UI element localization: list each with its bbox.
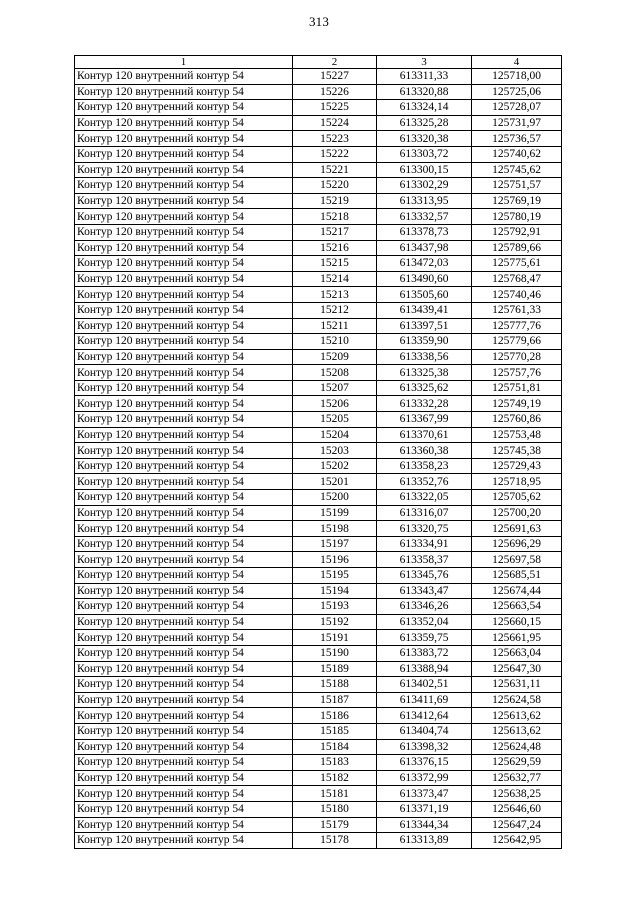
x-coordinate-cell: 613334,91 — [377, 536, 472, 552]
contour-name-cell: Контур 120 внутренний контур 54 — [75, 599, 293, 615]
column-header-3: 3 — [377, 56, 472, 69]
x-coordinate-cell: 613332,57 — [377, 209, 472, 225]
contour-name-cell: Контур 120 внутренний контур 54 — [75, 474, 293, 490]
contour-name-cell: Контур 120 внутренний контур 54 — [75, 770, 293, 786]
contour-name-cell: Контур 120 внутренний контур 54 — [75, 240, 293, 256]
y-coordinate-cell: 125729,43 — [472, 458, 562, 474]
x-coordinate-cell: 613346,26 — [377, 599, 472, 615]
column-header-2: 2 — [293, 56, 377, 69]
x-coordinate-cell: 613359,75 — [377, 630, 472, 646]
table-row — [75, 739, 562, 755]
table-row — [75, 443, 562, 459]
table-row — [75, 209, 562, 225]
y-coordinate-cell: 125745,62 — [472, 162, 562, 178]
contour-name-cell: Контур 120 внутренний контур 54 — [75, 146, 293, 162]
x-coordinate-cell: 613371,19 — [377, 801, 472, 817]
point-number-cell: 15199 — [293, 505, 377, 521]
point-number-cell: 15223 — [293, 131, 377, 147]
table-row — [75, 583, 562, 599]
table-row — [75, 178, 562, 194]
point-number-cell: 15222 — [293, 146, 377, 162]
point-number-cell: 15183 — [293, 755, 377, 771]
point-number-cell: 15227 — [293, 69, 377, 85]
table-row — [75, 692, 562, 708]
y-coordinate-cell: 125631,11 — [472, 677, 562, 693]
contour-name-cell: Контур 120 внутренний контур 54 — [75, 115, 293, 131]
y-coordinate-cell: 125700,20 — [472, 505, 562, 521]
y-coordinate-cell: 125613,62 — [472, 723, 562, 739]
contour-name-cell: Контур 120 внутренний контур 54 — [75, 833, 293, 849]
x-coordinate-cell: 613313,89 — [377, 833, 472, 849]
x-coordinate-cell: 613372,99 — [377, 770, 472, 786]
contour-name-cell: Контур 120 внутренний контур 54 — [75, 614, 293, 630]
y-coordinate-cell: 125613,62 — [472, 708, 562, 724]
y-coordinate-cell: 125770,28 — [472, 349, 562, 365]
table-row — [75, 412, 562, 428]
point-number-cell: 15205 — [293, 412, 377, 428]
table-row — [75, 723, 562, 739]
contour-name-cell: Контур 120 внутренний контур 54 — [75, 443, 293, 459]
point-number-cell: 15219 — [293, 193, 377, 209]
y-coordinate-cell: 125757,76 — [472, 365, 562, 381]
contour-name-cell: Контур 120 внутренний контур 54 — [75, 302, 293, 318]
table-row — [75, 708, 562, 724]
table-row — [75, 349, 562, 365]
table-row — [75, 552, 562, 568]
y-coordinate-cell: 125789,66 — [472, 240, 562, 256]
contour-name-cell: Контур 120 внутренний контур 54 — [75, 365, 293, 381]
table-row — [75, 146, 562, 162]
y-coordinate-cell: 125780,19 — [472, 209, 562, 225]
y-coordinate-cell: 125705,62 — [472, 490, 562, 506]
point-number-cell: 15180 — [293, 801, 377, 817]
x-coordinate-cell: 613367,99 — [377, 412, 472, 428]
contour-name-cell: Контур 120 внутренний контур 54 — [75, 552, 293, 568]
x-coordinate-cell: 613332,28 — [377, 396, 472, 412]
x-coordinate-cell: 613345,76 — [377, 568, 472, 584]
y-coordinate-cell: 125632,77 — [472, 770, 562, 786]
y-coordinate-cell: 125646,60 — [472, 801, 562, 817]
contour-name-cell: Контур 120 внутренний контур 54 — [75, 287, 293, 303]
contour-name-cell: Контур 120 внутренний контур 54 — [75, 162, 293, 178]
x-coordinate-cell: 613398,32 — [377, 739, 472, 755]
x-coordinate-cell: 613322,05 — [377, 490, 472, 506]
contour-name-cell: Контур 120 внутренний контур 54 — [75, 536, 293, 552]
contour-name-cell: Контур 120 внутренний контур 54 — [75, 645, 293, 661]
table-row — [75, 100, 562, 116]
point-number-cell: 15210 — [293, 334, 377, 350]
point-number-cell: 15190 — [293, 645, 377, 661]
point-number-cell: 15214 — [293, 271, 377, 287]
y-coordinate-cell: 125663,54 — [472, 599, 562, 615]
contour-name-cell: Контур 120 внутренний контур 54 — [75, 131, 293, 147]
point-number-cell: 15221 — [293, 162, 377, 178]
y-coordinate-cell: 125749,19 — [472, 396, 562, 412]
y-coordinate-cell: 125691,63 — [472, 521, 562, 537]
table-row — [75, 521, 562, 537]
x-coordinate-cell: 613412,64 — [377, 708, 472, 724]
y-coordinate-cell: 125745,38 — [472, 443, 562, 459]
point-number-cell: 15191 — [293, 630, 377, 646]
contour-name-cell: Контур 120 внутренний контур 54 — [75, 412, 293, 428]
y-coordinate-cell: 125725,06 — [472, 84, 562, 100]
contour-name-cell: Контур 120 внутренний контур 54 — [75, 193, 293, 209]
table-row — [75, 271, 562, 287]
table-row — [75, 490, 562, 506]
contour-name-cell: Контур 120 внутренний контур 54 — [75, 334, 293, 350]
x-coordinate-cell: 613505,60 — [377, 287, 472, 303]
x-coordinate-cell: 613358,37 — [377, 552, 472, 568]
point-number-cell: 15226 — [293, 84, 377, 100]
contour-name-cell: Контур 120 внутренний контур 54 — [75, 84, 293, 100]
point-number-cell: 15179 — [293, 817, 377, 833]
point-number-cell: 15220 — [293, 178, 377, 194]
page-number: 313 — [308, 14, 330, 29]
table-row — [75, 115, 562, 131]
table-row — [75, 396, 562, 412]
x-coordinate-cell: 613320,88 — [377, 84, 472, 100]
contour-name-cell: Контур 120 внутренний контур 54 — [75, 630, 293, 646]
x-coordinate-cell: 613383,72 — [377, 645, 472, 661]
point-number-cell: 15192 — [293, 614, 377, 630]
table-row — [75, 755, 562, 771]
point-number-cell: 15224 — [293, 115, 377, 131]
contour-name-cell: Контур 120 внутренний контур 54 — [75, 458, 293, 474]
x-coordinate-cell: 613411,69 — [377, 692, 472, 708]
contour-name-cell: Контур 120 внутренний контур 54 — [75, 739, 293, 755]
point-number-cell: 15182 — [293, 770, 377, 786]
header-row — [75, 56, 562, 69]
y-coordinate-cell: 125642,95 — [472, 833, 562, 849]
y-coordinate-cell: 125624,48 — [472, 739, 562, 755]
x-coordinate-cell: 613404,74 — [377, 723, 472, 739]
point-number-cell: 15193 — [293, 599, 377, 615]
x-coordinate-cell: 613316,07 — [377, 505, 472, 521]
x-coordinate-cell: 613358,23 — [377, 458, 472, 474]
x-coordinate-cell: 613370,61 — [377, 427, 472, 443]
y-coordinate-cell: 125663,04 — [472, 645, 562, 661]
x-coordinate-cell: 613397,51 — [377, 318, 472, 334]
point-number-cell: 15198 — [293, 521, 377, 537]
contour-name-cell: Контур 120 внутренний контур 54 — [75, 256, 293, 272]
table-row — [75, 599, 562, 615]
table-header — [75, 56, 562, 69]
table-row — [75, 365, 562, 381]
y-coordinate-cell: 125731,97 — [472, 115, 562, 131]
table-row — [75, 833, 562, 849]
point-number-cell: 15211 — [293, 318, 377, 334]
y-coordinate-cell: 125685,51 — [472, 568, 562, 584]
table-row — [75, 240, 562, 256]
contour-name-cell: Контур 120 внутренний контур 54 — [75, 209, 293, 225]
point-number-cell: 15215 — [293, 256, 377, 272]
coordinates-table — [74, 55, 562, 849]
column-header-1: 1 — [75, 56, 293, 69]
point-number-cell: 15216 — [293, 240, 377, 256]
contour-name-cell: Контур 120 внутренний контур 54 — [75, 271, 293, 287]
y-coordinate-cell: 125674,44 — [472, 583, 562, 599]
point-number-cell: 15197 — [293, 536, 377, 552]
point-number-cell: 15212 — [293, 302, 377, 318]
x-coordinate-cell: 613300,15 — [377, 162, 472, 178]
contour-name-cell: Контур 120 внутренний контур 54 — [75, 817, 293, 833]
table-row — [75, 677, 562, 693]
contour-name-cell: Контур 120 внутренний контур 54 — [75, 755, 293, 771]
contour-name-cell: Контур 120 внутренний контур 54 — [75, 661, 293, 677]
x-coordinate-cell: 613343,47 — [377, 583, 472, 599]
x-coordinate-cell: 613402,51 — [377, 677, 472, 693]
point-number-cell: 15209 — [293, 349, 377, 365]
y-coordinate-cell: 125661,95 — [472, 630, 562, 646]
x-coordinate-cell: 613437,98 — [377, 240, 472, 256]
table-row — [75, 458, 562, 474]
table-row — [75, 131, 562, 147]
contour-name-cell: Контур 120 внутренний контур 54 — [75, 677, 293, 693]
x-coordinate-cell: 613344,34 — [377, 817, 472, 833]
y-coordinate-cell: 125647,30 — [472, 661, 562, 677]
point-number-cell: 15218 — [293, 209, 377, 225]
x-coordinate-cell: 613352,04 — [377, 614, 472, 630]
point-number-cell: 15187 — [293, 692, 377, 708]
table-row — [75, 801, 562, 817]
point-number-cell: 15213 — [293, 287, 377, 303]
table-row — [75, 193, 562, 209]
table-row — [75, 630, 562, 646]
y-coordinate-cell: 125629,59 — [472, 755, 562, 771]
table-row — [75, 614, 562, 630]
x-coordinate-cell: 613324,14 — [377, 100, 472, 116]
point-number-cell: 15178 — [293, 833, 377, 849]
point-number-cell: 15208 — [293, 365, 377, 381]
x-coordinate-cell: 613373,47 — [377, 786, 472, 802]
y-coordinate-cell: 125740,62 — [472, 146, 562, 162]
table-row — [75, 69, 562, 85]
table-row — [75, 786, 562, 802]
table-row — [75, 645, 562, 661]
contour-name-cell: Контур 120 внутренний контур 54 — [75, 100, 293, 116]
y-coordinate-cell: 125728,07 — [472, 100, 562, 116]
y-coordinate-cell: 125792,91 — [472, 224, 562, 240]
table-row — [75, 334, 562, 350]
point-number-cell: 15203 — [293, 443, 377, 459]
x-coordinate-cell: 613320,75 — [377, 521, 472, 537]
contour-name-cell: Контур 120 внутренний контур 54 — [75, 723, 293, 739]
point-number-cell: 15185 — [293, 723, 377, 739]
contour-name-cell: Контур 120 внутренний контур 54 — [75, 318, 293, 334]
contour-name-cell: Контур 120 внутренний контур 54 — [75, 224, 293, 240]
table-row — [75, 302, 562, 318]
x-coordinate-cell: 613439,41 — [377, 302, 472, 318]
contour-name-cell: Контур 120 внутренний контур 54 — [75, 708, 293, 724]
table-row — [75, 162, 562, 178]
x-coordinate-cell: 613303,72 — [377, 146, 472, 162]
point-number-cell: 15217 — [293, 224, 377, 240]
y-coordinate-cell: 125751,81 — [472, 380, 562, 396]
y-coordinate-cell: 125697,58 — [472, 552, 562, 568]
contour-name-cell: Контур 120 внутренний контур 54 — [75, 505, 293, 521]
point-number-cell: 15207 — [293, 380, 377, 396]
x-coordinate-cell: 613338,56 — [377, 349, 472, 365]
x-coordinate-cell: 613302,29 — [377, 178, 472, 194]
x-coordinate-cell: 613325,62 — [377, 380, 472, 396]
contour-name-cell: Контур 120 внутренний контур 54 — [75, 380, 293, 396]
y-coordinate-cell: 125740,46 — [472, 287, 562, 303]
table-row — [75, 287, 562, 303]
point-number-cell: 15225 — [293, 100, 377, 116]
point-number-cell: 15196 — [293, 552, 377, 568]
contour-name-cell: Контур 120 внутренний контур 54 — [75, 801, 293, 817]
point-number-cell: 15188 — [293, 677, 377, 693]
table-row — [75, 770, 562, 786]
point-number-cell: 15206 — [293, 396, 377, 412]
x-coordinate-cell: 613311,33 — [377, 69, 472, 85]
contour-name-cell: Контур 120 внутренний контур 54 — [75, 69, 293, 85]
y-coordinate-cell: 125777,76 — [472, 318, 562, 334]
point-number-cell: 15200 — [293, 490, 377, 506]
y-coordinate-cell: 125696,29 — [472, 536, 562, 552]
y-coordinate-cell: 125753,48 — [472, 427, 562, 443]
table-row — [75, 224, 562, 240]
contour-name-cell: Контур 120 внутренний контур 54 — [75, 178, 293, 194]
contour-name-cell: Контур 120 внутренний контур 54 — [75, 427, 293, 443]
y-coordinate-cell: 125779,66 — [472, 334, 562, 350]
table-row — [75, 536, 562, 552]
point-number-cell: 15181 — [293, 786, 377, 802]
contour-name-cell: Контур 120 внутренний контур 54 — [75, 568, 293, 584]
y-coordinate-cell: 125624,58 — [472, 692, 562, 708]
y-coordinate-cell: 125718,95 — [472, 474, 562, 490]
y-coordinate-cell: 125760,86 — [472, 412, 562, 428]
point-number-cell: 15194 — [293, 583, 377, 599]
contour-name-cell: Контур 120 внутренний контур 54 — [75, 692, 293, 708]
point-number-cell: 15201 — [293, 474, 377, 490]
point-number-cell: 15184 — [293, 739, 377, 755]
y-coordinate-cell: 125761,33 — [472, 302, 562, 318]
x-coordinate-cell: 613325,38 — [377, 365, 472, 381]
contour-name-cell: Контур 120 внутренний контур 54 — [75, 583, 293, 599]
table-row — [75, 318, 562, 334]
column-header-4: 4 — [472, 56, 562, 69]
contour-name-cell: Контур 120 внутренний контур 54 — [75, 786, 293, 802]
table-row — [75, 661, 562, 677]
y-coordinate-cell: 125769,19 — [472, 193, 562, 209]
table-row — [75, 427, 562, 443]
x-coordinate-cell: 613472,03 — [377, 256, 472, 272]
x-coordinate-cell: 613313,95 — [377, 193, 472, 209]
x-coordinate-cell: 613320,38 — [377, 131, 472, 147]
table-row — [75, 380, 562, 396]
table-row — [75, 256, 562, 272]
y-coordinate-cell: 125660,15 — [472, 614, 562, 630]
x-coordinate-cell: 613360,38 — [377, 443, 472, 459]
contour-name-cell: Контур 120 внутренний контур 54 — [75, 396, 293, 412]
x-coordinate-cell: 613388,94 — [377, 661, 472, 677]
x-coordinate-cell: 613325,28 — [377, 115, 472, 131]
x-coordinate-cell: 613352,76 — [377, 474, 472, 490]
y-coordinate-cell: 125736,57 — [472, 131, 562, 147]
x-coordinate-cell: 613376,15 — [377, 755, 472, 771]
point-number-cell: 15186 — [293, 708, 377, 724]
point-number-cell: 15195 — [293, 568, 377, 584]
y-coordinate-cell: 125768,47 — [472, 271, 562, 287]
table-row — [75, 817, 562, 833]
x-coordinate-cell: 613359,90 — [377, 334, 472, 350]
table-row — [75, 84, 562, 100]
table-row — [75, 505, 562, 521]
contour-name-cell: Контур 120 внутренний контур 54 — [75, 490, 293, 506]
table-body — [75, 69, 562, 849]
y-coordinate-cell: 125775,61 — [472, 256, 562, 272]
x-coordinate-cell: 613378,73 — [377, 224, 472, 240]
contour-name-cell: Контур 120 внутренний контур 54 — [75, 349, 293, 365]
point-number-cell: 15204 — [293, 427, 377, 443]
table-row — [75, 568, 562, 584]
point-number-cell: 15202 — [293, 458, 377, 474]
y-coordinate-cell: 125751,57 — [472, 178, 562, 194]
y-coordinate-cell: 125647,24 — [472, 817, 562, 833]
y-coordinate-cell: 125718,00 — [472, 69, 562, 85]
table-row — [75, 474, 562, 490]
y-coordinate-cell: 125638,25 — [472, 786, 562, 802]
contour-name-cell: Контур 120 внутренний контур 54 — [75, 521, 293, 537]
point-number-cell: 15189 — [293, 661, 377, 677]
x-coordinate-cell: 613490,60 — [377, 271, 472, 287]
